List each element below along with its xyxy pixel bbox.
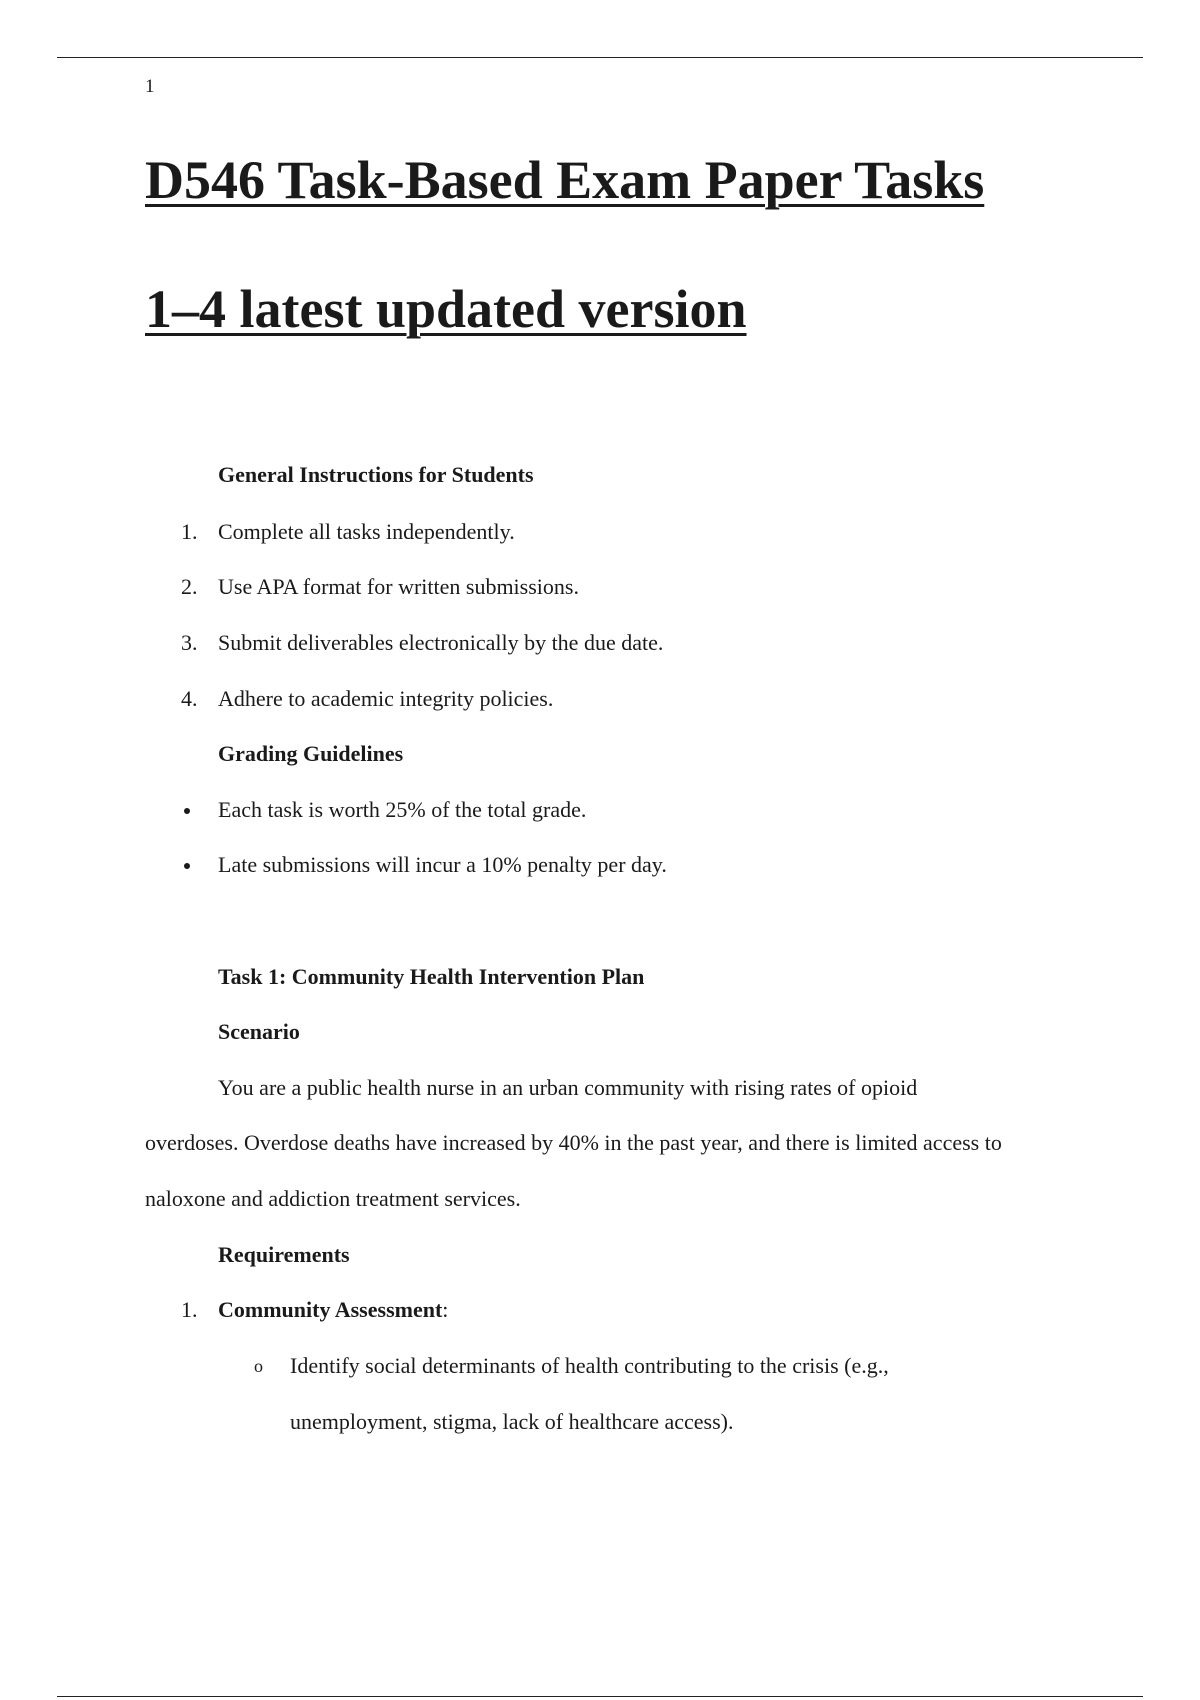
list-item-text: Each task is worth 25% of the total grade. <box>218 797 587 822</box>
page-number: 1 <box>145 76 155 97</box>
requirement-label: Community Assessment <box>218 1297 443 1322</box>
list-marker: 1. <box>181 1297 198 1322</box>
list-item-text: Submit deliverables electronically by the due date. <box>218 630 664 655</box>
scenario-paragraph-line: naloxone and addiction treatment services. <box>145 1186 521 1211</box>
requirements-heading: Requirements <box>218 1242 350 1267</box>
header-rule <box>57 57 1143 58</box>
list-marker: 1. <box>181 519 198 544</box>
list-marker: 3. <box>181 630 198 655</box>
list-item-text: Late submissions will incur a 10% penalty per day. <box>218 852 667 877</box>
bullet-icon <box>184 808 190 814</box>
sub-bullet-icon: o <box>254 1356 263 1376</box>
scenario-paragraph-line: You are a public health nurse in an urban community with rising rates of opioid <box>218 1075 918 1100</box>
bullet-icon <box>184 863 190 869</box>
document-title-line-1: D546 Task-Based Exam Paper Tasks <box>145 150 985 210</box>
sub-list-item-text: Identify social determinants of health contributing to the crisis (e.g., <box>290 1353 889 1378</box>
sub-list-item-text: unemployment, stigma, lack of healthcare access). <box>290 1409 734 1434</box>
list-marker: 2. <box>181 574 198 599</box>
requirement-line <box>218 1297 448 1323</box>
list-item-text: Adhere to academic integrity policies. <box>218 686 554 711</box>
task1-heading: Task 1: Community Health Intervention Plan <box>218 964 645 989</box>
general-instructions-heading: General Instructions for Students <box>218 462 534 487</box>
requirement-suffix: : <box>442 1297 449 1322</box>
document-title-line-2: 1–4 latest updated version <box>145 279 747 339</box>
grading-guidelines-heading: Grading Guidelines <box>218 741 404 766</box>
list-marker: 4. <box>181 686 198 711</box>
footer-rule <box>57 1696 1143 1697</box>
scenario-heading: Scenario <box>218 1019 300 1044</box>
list-item-text: Complete all tasks independently. <box>218 519 515 544</box>
list-item-text: Use APA format for written submissions. <box>218 574 579 599</box>
scenario-paragraph-line: overdoses. Overdose deaths have increased by 40% in the past year, and there is limited access to <box>145 1130 1002 1155</box>
